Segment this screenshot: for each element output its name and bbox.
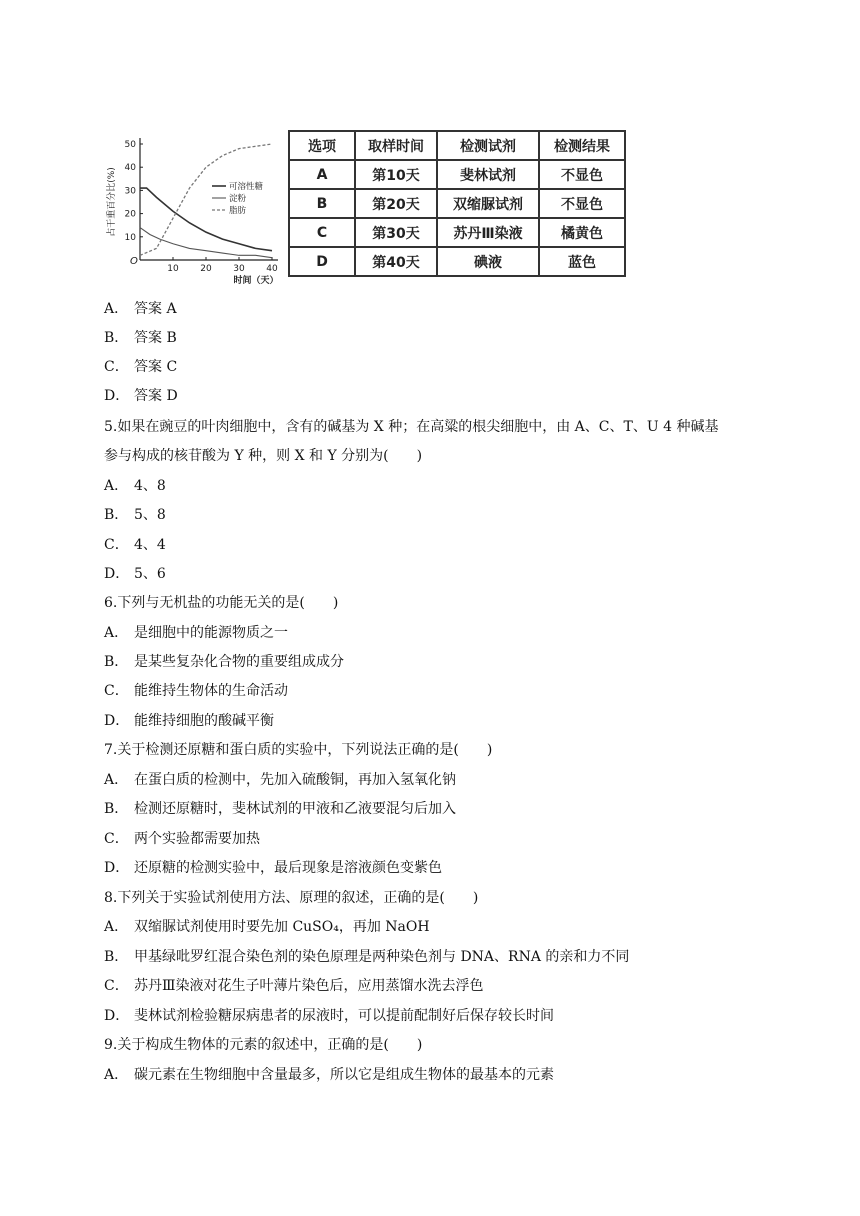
y-tick-label: 10 xyxy=(124,232,136,243)
option-text: 两个实验都需要加热 xyxy=(134,831,260,847)
detection-table xyxy=(288,130,626,277)
option-q7-b xyxy=(104,799,784,819)
table-cell: 蓝色 xyxy=(539,247,625,276)
option-text: 检测还原糖时，斐林试剂的甲液和乙液要混匀后加入 xyxy=(134,801,456,817)
y-tick-label: 30 xyxy=(124,186,136,197)
option-q6-a xyxy=(104,623,784,643)
option-text: 是细胞中的能源物质之一 xyxy=(134,625,288,641)
option-label: D． xyxy=(104,1008,130,1024)
option-text: 能维持生物体的生命活动 xyxy=(134,683,288,699)
option-q7-c xyxy=(104,829,784,849)
question-stem: 8.下列关于实验试剂使用方法、原理的叙述，正确的是( ) xyxy=(104,890,479,906)
legend-label: 可溶性糖 xyxy=(229,182,264,192)
table-cell: 第20天 xyxy=(355,189,437,218)
option-q6-c xyxy=(104,681,784,701)
question-stem: 5.如果在豌豆的叶肉细胞中，含有的碱基为 X 种；在高粱的根尖细胞中，由 A、C、T、U 4 种碱基 xyxy=(104,419,719,435)
option-text: 是某些复杂化合物的重要组成成分 xyxy=(134,654,344,670)
option-text: 还原糖的检测实验中，最后现象是溶液颜色变紫色 xyxy=(134,860,442,876)
y-tick-label: 50 xyxy=(124,140,136,150)
table-cell: 斐林试剂 xyxy=(437,160,539,189)
table-cell: B xyxy=(289,189,355,218)
table-cell: D xyxy=(289,247,355,276)
option-label: C． xyxy=(104,831,129,847)
option-text: 4、4 xyxy=(134,537,166,553)
option-text: 答案 C xyxy=(134,359,178,375)
option-label: A． xyxy=(104,625,129,641)
option-label: B． xyxy=(104,507,129,523)
option-q7-a xyxy=(104,770,784,790)
origin-label: O xyxy=(130,256,138,267)
table-cell: 不显色 xyxy=(539,160,625,189)
x-tick-label: 10 xyxy=(167,264,179,274)
option-label: C． xyxy=(104,537,129,553)
table-cell: 不显色 xyxy=(539,189,625,218)
option-q8-c xyxy=(104,976,784,996)
table-header-row xyxy=(289,131,625,160)
option-q7-d xyxy=(104,858,784,878)
option-text: 苏丹Ⅲ染液对花生子叶薄片染色后，应用蒸馏水洗去浮色 xyxy=(134,978,484,994)
legend-label: 脂肪 xyxy=(229,206,247,216)
option-text: 答案 D xyxy=(134,388,178,404)
option-text: 答案 A xyxy=(134,301,177,317)
option-q4-d xyxy=(104,386,784,406)
option-q4-c xyxy=(104,357,784,377)
option-q6-b xyxy=(104,652,784,672)
option-q8-d xyxy=(104,1006,784,1026)
x-tick-label: 20 xyxy=(200,264,212,274)
option-label: B． xyxy=(104,654,129,670)
y-tick-label: 20 xyxy=(124,209,136,220)
option-label: B． xyxy=(104,330,129,346)
table-cell: 橘黄色 xyxy=(539,218,625,247)
option-label: D． xyxy=(104,860,130,876)
table-cell: C xyxy=(289,218,355,247)
table-cell: 苏丹Ⅲ染液 xyxy=(437,218,539,247)
table-header-cell: 检测试剂 xyxy=(437,131,539,160)
option-text: 5、6 xyxy=(134,566,166,582)
table-cell: 第30天 xyxy=(355,218,437,247)
option-q6-d xyxy=(104,711,784,731)
question-stem: 6.下列与无机盐的功能无关的是( ) xyxy=(104,595,339,611)
table-row xyxy=(289,247,625,276)
table-row xyxy=(289,160,625,189)
option-text: 5、8 xyxy=(134,507,166,523)
question-figure xyxy=(104,126,636,290)
question-stem: 参与构成的核苷酸为 Y 种，则 X 和 Y 分别为( ) xyxy=(104,448,423,464)
option-text: 双缩脲试剂使用时要先加 CuSO₄，再加 NaOH xyxy=(134,919,430,935)
option-text: 甲基绿吡罗红混合染色剂的染色原理是两种染色剂与 DNA、RNA 的亲和力不同 xyxy=(134,949,630,965)
table-cell: 双缩脲试剂 xyxy=(437,189,539,218)
option-text: 能维持细胞的酸碱平衡 xyxy=(134,713,274,729)
option-q4-a xyxy=(104,299,784,319)
option-label: D． xyxy=(104,713,130,729)
option-label: D． xyxy=(104,566,130,582)
option-q4-b xyxy=(104,328,784,348)
option-q5-b xyxy=(104,505,784,525)
option-label: C． xyxy=(104,683,129,699)
option-q9-a xyxy=(104,1065,784,1085)
option-q5-a xyxy=(104,476,784,496)
option-label: B． xyxy=(104,801,129,817)
option-q8-a xyxy=(104,917,784,937)
question-stem: 9.关于构成生物体的元素的叙述中，正确的是( ) xyxy=(104,1037,423,1053)
table-header-cell: 取样时间 xyxy=(355,131,437,160)
option-label: A． xyxy=(104,1067,129,1083)
option-label: C． xyxy=(104,359,129,375)
option-text: 斐林试剂检验糖尿病患者的尿液时，可以提前配制好后保存较长时间 xyxy=(134,1008,554,1024)
option-label: A． xyxy=(104,772,129,788)
table-header-cell: 选项 xyxy=(289,131,355,160)
x-tick-label: 40 xyxy=(266,264,278,274)
y-axis-label: 占干重百分比(%) xyxy=(107,167,117,237)
table-cell: 第10天 xyxy=(355,160,437,189)
legend-label: 淀粉 xyxy=(229,194,247,204)
option-text: 碳元素在生物细胞中含量最多，所以它是组成生物体的最基本的元素 xyxy=(134,1067,554,1083)
option-label: A． xyxy=(104,478,129,494)
table-row xyxy=(289,218,625,247)
table-cell: A xyxy=(289,160,355,189)
option-label: B． xyxy=(104,949,129,965)
x-tick-label: 30 xyxy=(233,264,245,274)
table-row xyxy=(289,189,625,218)
option-label: D． xyxy=(104,388,130,404)
option-q8-b xyxy=(104,947,784,967)
option-label: A． xyxy=(104,919,129,935)
option-text: 答案 B xyxy=(134,330,177,346)
table-header-cell: 检测结果 xyxy=(539,131,625,160)
x-axis-label: 时间（天） xyxy=(233,276,279,286)
y-tick-label: 40 xyxy=(124,163,136,174)
table-cell: 第40天 xyxy=(355,247,437,276)
table-cell: 碘液 xyxy=(437,247,539,276)
option-q5-c xyxy=(104,535,784,555)
option-label: C． xyxy=(104,978,129,994)
option-text: 4、8 xyxy=(134,478,166,494)
option-text: 在蛋白质的检测中，先加入硫酸铜，再加入氢氧化钠 xyxy=(134,772,456,788)
option-q5-d xyxy=(104,564,784,584)
question-stem: 7.关于检测还原糖和蛋白质的实验中，下列说法正确的是( ) xyxy=(104,742,493,758)
line-chart xyxy=(104,126,288,290)
option-label: A． xyxy=(104,301,129,317)
